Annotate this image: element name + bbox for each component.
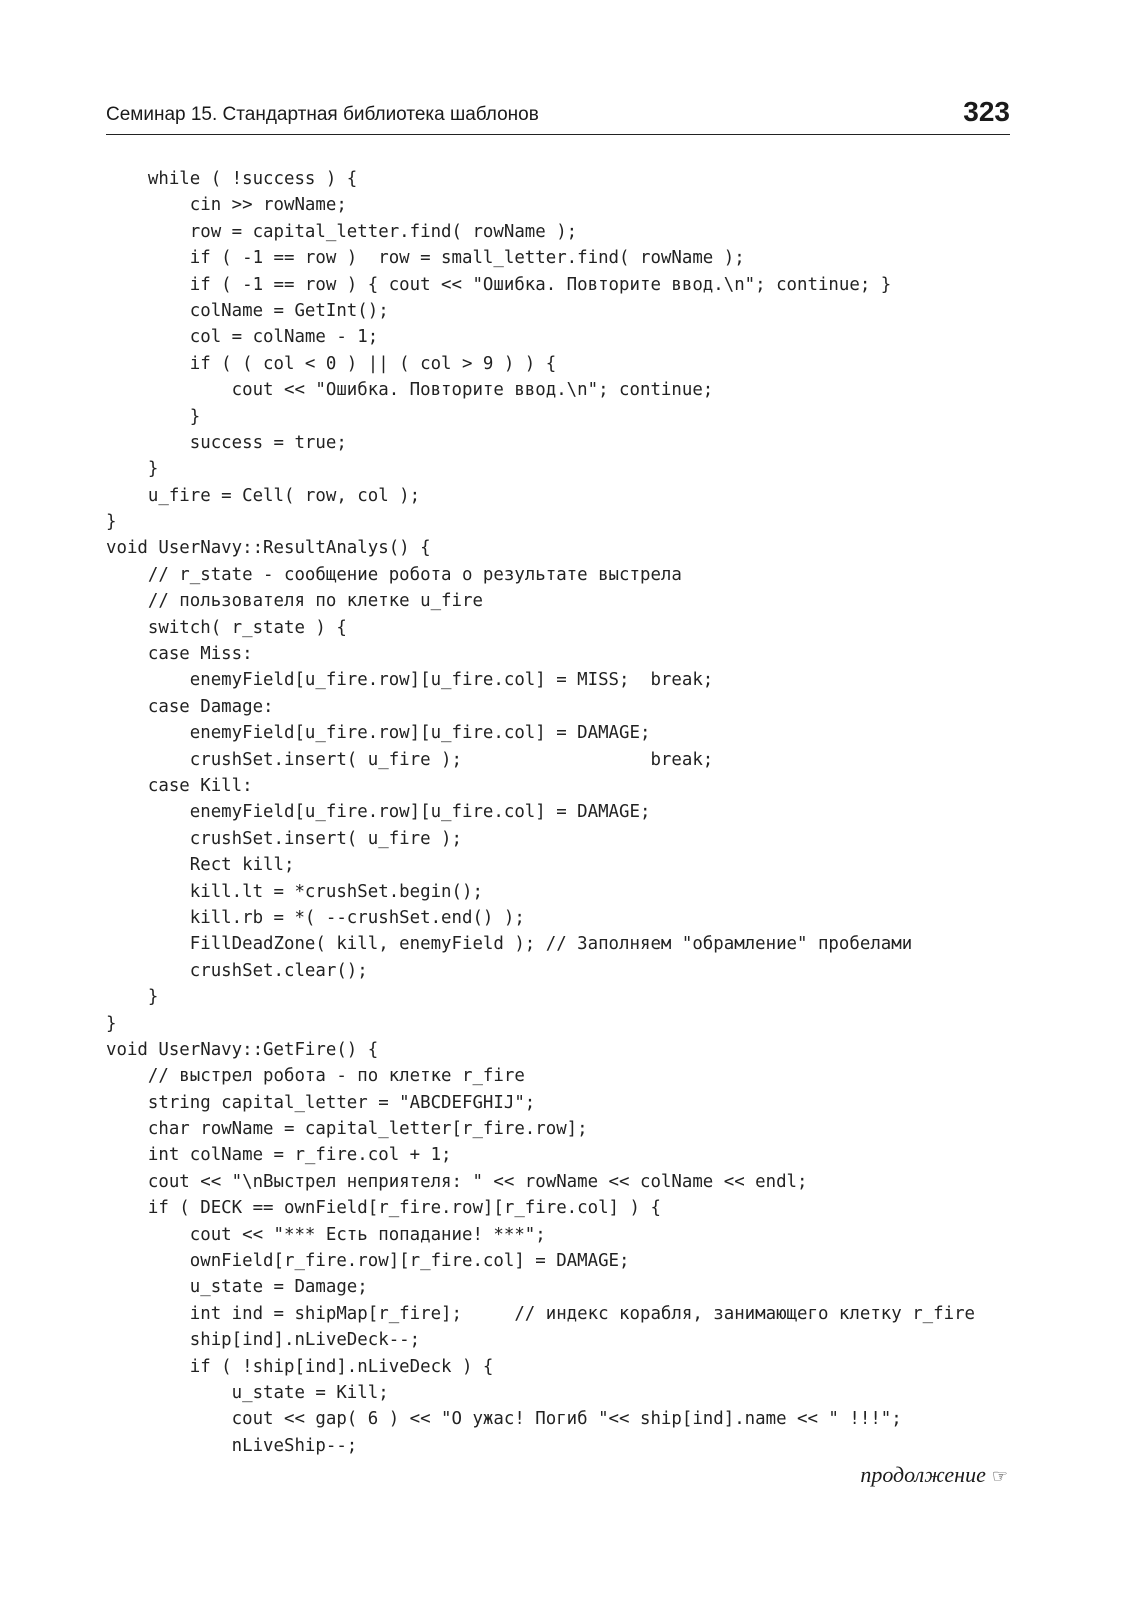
page-number: 323 <box>963 96 1010 127</box>
code-line: } <box>106 459 159 480</box>
code-line: // пользователя по клетке u_fire <box>106 591 483 612</box>
pointing-hand-icon: ☞ <box>991 1466 1008 1487</box>
code-line: case Miss: <box>106 644 253 665</box>
code-listing <box>106 166 1026 1459</box>
code-line: colName = GetInt(); <box>106 300 389 321</box>
code-line: enemyField[u_fire.row][u_fire.col] = DAMAGE; <box>106 723 651 744</box>
code-line: u_state = Damage; <box>106 1277 368 1298</box>
code-line: enemyField[u_fire.row][u_fire.col] = MISS; break; <box>106 670 714 691</box>
code-line: row = capital_letter.find( rowName ); <box>106 221 578 242</box>
code-line: u_fire = Cell( row, col ); <box>106 485 421 506</box>
code-line: case Kill: <box>106 775 253 796</box>
code-line: nLiveShip--; <box>106 1435 358 1456</box>
code-line: cout << gap( 6 ) << "О ужас! Погиб "<< ship[ind].name << " !!!"; <box>106 1409 902 1430</box>
code-line: // r_state - сообщение робота о результате выстрела <box>106 564 682 585</box>
code-line: if ( -1 == row ) { cout << "Ошибка. Повторите ввод.\n"; continue; } <box>106 274 892 295</box>
code-line: } <box>106 1013 117 1034</box>
code-line: cin >> rowName; <box>106 195 347 216</box>
code-line: switch( r_state ) { <box>106 617 347 638</box>
code-line: crushSet.insert( u_fire ); <box>106 828 462 849</box>
code-line: cout << "*** Есть попадание! ***"; <box>106 1224 546 1245</box>
code-line: while ( !success ) { <box>106 169 358 189</box>
code-line: string capital_letter = "ABCDEFGHIJ"; <box>106 1092 536 1113</box>
code-line: success = true; <box>106 432 347 453</box>
code-line: kill.lt = *crushSet.begin(); <box>106 881 483 902</box>
code-line: cout << "Ошибка. Повторите ввод.\n"; continue; <box>106 380 714 401</box>
code-line: kill.rb = *( --crushSet.end() ); <box>106 907 525 928</box>
continuation-text: продолжение <box>860 1462 986 1487</box>
code-line: col = colName - 1; <box>106 327 379 348</box>
code-line: enemyField[u_fire.row][u_fire.col] = DAMAGE; <box>106 802 651 823</box>
code-line: FillDeadZone( kill, enemyField ); // Заполняем "обрамление" пробелами <box>106 934 913 955</box>
code-line: crushSet.clear(); <box>106 960 368 981</box>
code-line: if ( !ship[ind].nLiveDeck ) { <box>106 1356 494 1377</box>
code-line: case Damage: <box>106 696 274 717</box>
code-line: void UserNavy::ResultAnalys() { <box>106 538 431 559</box>
code-line: int colName = r_fire.col + 1; <box>106 1145 452 1166</box>
code-line: if ( -1 == row ) row = small_letter.find( rowName ); <box>106 248 745 269</box>
code-line: // выстрел робота - по клетке r_fire <box>106 1066 525 1087</box>
code-line: if ( ( col < 0 ) || ( col > 9 ) ) { <box>106 353 557 374</box>
code-line: ownField[r_fire.row][r_fire.col] = DAMAGE; <box>106 1251 630 1272</box>
code-line: char rowName = capital_letter[r_fire.row]; <box>106 1119 588 1140</box>
code-line: u_state = Kill; <box>106 1382 389 1403</box>
continuation-note <box>860 1462 1008 1488</box>
code-line: } <box>106 512 117 533</box>
code-line: cout << "\nВыстрел неприятеля: " << rowName << colName << endl; <box>106 1171 808 1192</box>
code-line: void UserNavy::GetFire() { <box>106 1039 379 1060</box>
code-line: Rect kill; <box>106 855 295 876</box>
page-header <box>106 90 1010 135</box>
code-line: if ( DECK == ownField[r_fire.row][r_fire.col] ) { <box>106 1198 661 1219</box>
running-title: Семинар 15. Стандартная библиотека шаблонов <box>106 104 539 125</box>
code-line: } <box>106 987 159 1008</box>
code-line: crushSet.insert( u_fire ); break; <box>106 749 714 770</box>
code-line: int ind = shipMap[r_fire]; // индекс корабля, занимающего клетку r_fire <box>106 1303 976 1324</box>
code-line: } <box>106 406 201 427</box>
code-line: ship[ind].nLiveDeck--; <box>106 1330 421 1351</box>
